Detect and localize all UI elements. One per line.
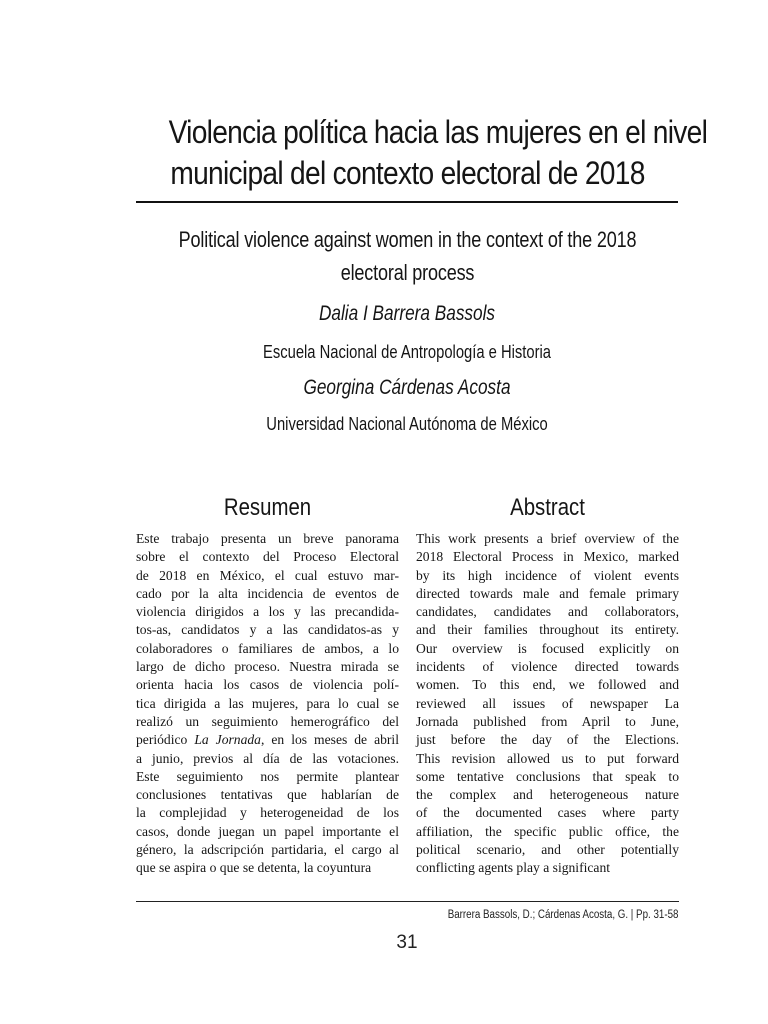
paper-subtitle-line-2: electoral process <box>340 260 475 285</box>
author-1-name: Dalia I Barrera Bassols <box>318 302 496 325</box>
resumen-line: cado por la alta incidencia de eventos de <box>136 585 399 601</box>
resumen-line: realizó un seguimiento hemerográfico del <box>136 713 399 729</box>
abstract-line: Our overview is focused explicitly on <box>416 640 679 656</box>
abstract-heading: Abstract <box>510 494 585 521</box>
resumen-body <box>136 530 399 878</box>
resumen-line: a junio, previos al día de las votaciones. <box>136 750 399 766</box>
resumen-line: largo de dicho proceso. Nuestra mirada se <box>136 659 399 675</box>
abstract-line: incidents of violence directed towards <box>416 659 679 675</box>
abstract-line: by its high incidence of violent events <box>416 567 679 583</box>
resumen-line: orienta hacia los casos de violencia polí- <box>136 677 399 693</box>
abstract-line: candidates, candidates and collaborators, <box>416 604 679 620</box>
abstract-line: women. To this end, we followed and <box>416 677 679 693</box>
paper-subtitle <box>172 223 644 289</box>
resumen-line: violencia dirigidos a los y las precandida- <box>136 604 399 620</box>
resumen-line: Este seguimiento nos permite plantear <box>136 768 399 784</box>
abstract-line: directed towards male and female primary <box>416 585 679 601</box>
resumen-line: conclusiones tentativas que hablarían de <box>136 787 399 803</box>
abstract-body <box>416 530 679 878</box>
author-2-name: Georgina Cárdenas Acosta <box>303 376 511 399</box>
abstract-line: the complex and heterogeneous nature <box>416 787 679 803</box>
author-1-affiliation: Escuela Nacional de Antropología e Historia <box>263 342 551 362</box>
abstract-line: and their families throughout its entirety. <box>416 622 679 638</box>
abstract-line: of the documented cases where party <box>416 805 679 821</box>
title-divider <box>136 201 678 203</box>
resumen-line: de 2018 en México, el cual estuvo mar- <box>136 567 399 583</box>
resumen-line: Este trabajo presenta un breve panorama <box>136 531 399 546</box>
page-number: 31 <box>396 932 418 953</box>
abstract-line: reviewed all issues of newspaper La <box>416 695 679 711</box>
paper-title-line-2: municipal del contexto electoral de 2018 <box>170 155 645 191</box>
resumen-line: género, la adscripción partidaria, el cargo al <box>136 842 399 858</box>
abstract-line: political scenario, and other potentially <box>416 842 679 858</box>
footer-citation: Barrera Bassols, D.; Cárdenas Acosta, G. | Pp. 31-58 <box>447 909 678 921</box>
resumen-line: tos-as, candidatos y a las candidatos-as y <box>136 622 399 638</box>
resumen-heading: Resumen <box>223 494 312 521</box>
resumen-line: casos, donde juegan un papel importante el <box>136 823 399 839</box>
abstract-line: just before the day of the Elections. <box>416 732 679 748</box>
paper-title-line-1: Violencia política hacia las mujeres en el nivel <box>168 114 708 150</box>
abstract-line: This work presents a brief overview of the <box>416 531 679 546</box>
abstract-line: 2018 Electoral Process in Mexico, marked <box>416 549 679 565</box>
paper-title <box>168 112 708 194</box>
resumen-line: la complejidad y heterogeneidad de los <box>136 805 399 821</box>
footer-divider <box>136 901 679 902</box>
abstract-line: affiliation, the specific public office, the <box>416 823 679 839</box>
resumen-line: sobre el contexto del Proceso Electoral <box>136 549 399 565</box>
author-2-affiliation: Universidad Nacional Autónoma de México <box>266 414 548 434</box>
resumen-line: colaboradores o familiares de ambos, a lo <box>136 640 399 656</box>
abstract-line: some tentative conclusions that speak to <box>416 768 679 784</box>
abstract-line: Jornada published from April to June, <box>416 713 679 729</box>
resumen-line: que se aspira o que se detenta, la coyuntura <box>136 860 372 876</box>
paper-subtitle-line-1: Political violence against women in the context of the 2018 <box>178 227 637 252</box>
abstract-line: conflicting agents play a significant <box>416 860 611 876</box>
resumen-line: periódico La Jornada, en los meses de abril <box>136 732 399 748</box>
abstract-line: This revision allowed us to put forward <box>416 750 679 766</box>
resumen-line: tica dirigida a las mujeres, para lo cual se <box>136 695 399 711</box>
